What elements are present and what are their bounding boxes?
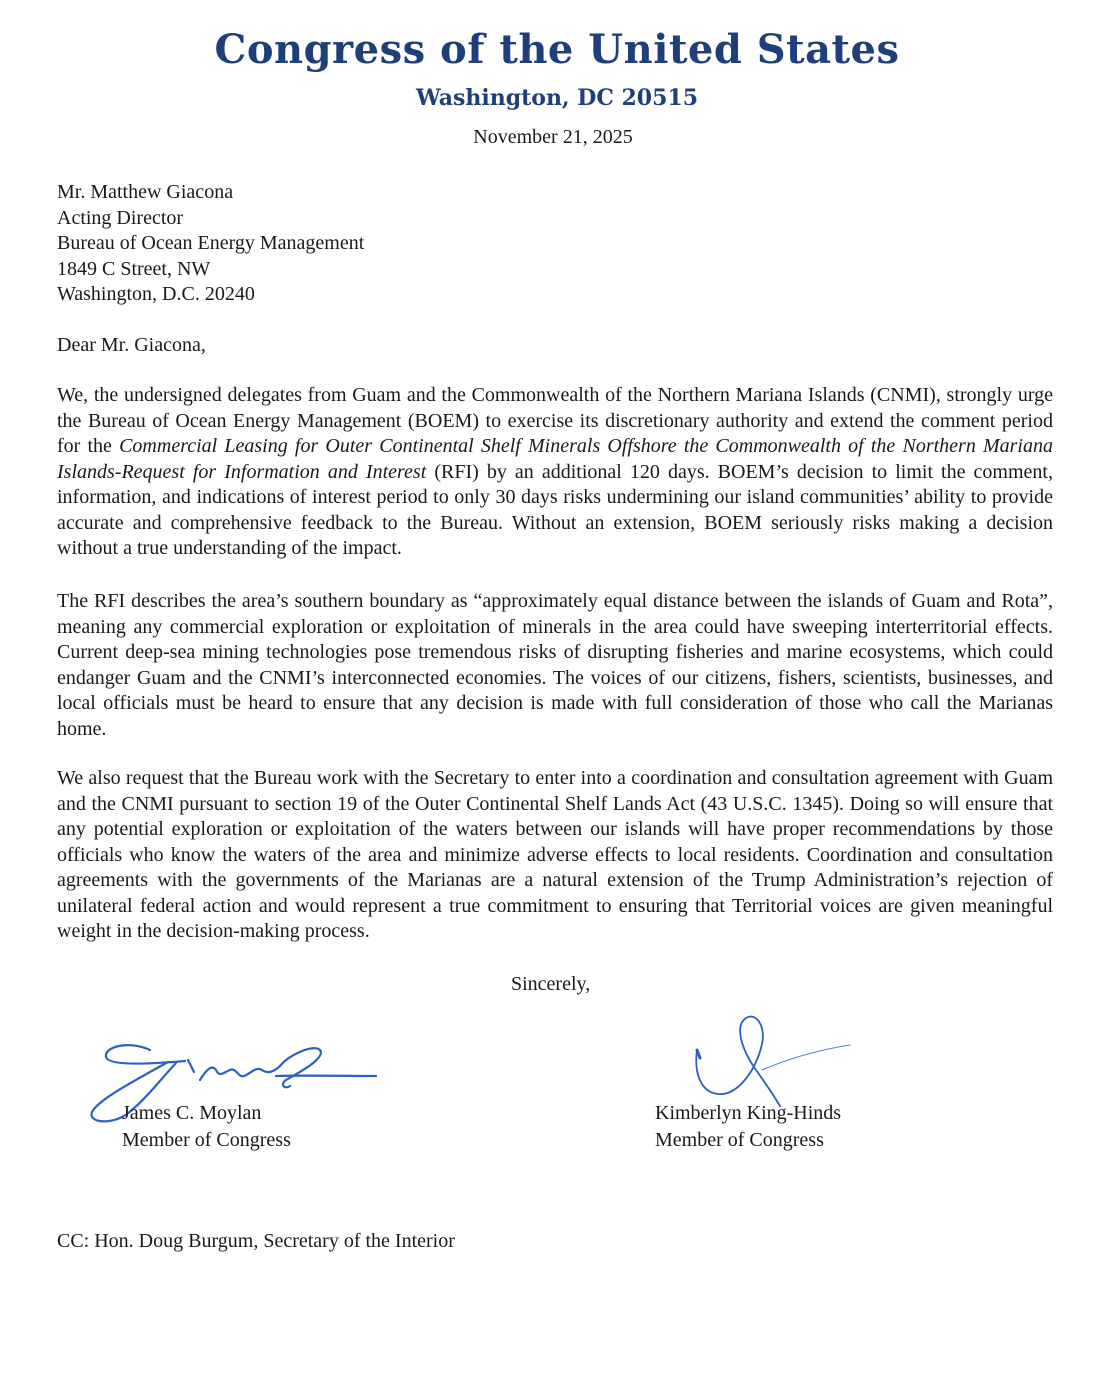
recipient-city: Washington, D.C. 20240	[57, 283, 255, 305]
paragraph-1-text-b: (RFI) by an additional 120 days. BOEM’s decision to limit the comment, information, and indications of interest period to only 30 days risks undermining our island communities’ ability to provide accurate and comprehensive feedback to the Bureau. Without an extension, BOEM seriously risks making a decision without a true understanding of the impact.	[57, 460, 1053, 559]
signer-name: James C. Moylan	[122, 1102, 262, 1124]
paragraph-1-text-a: We, the undersigned delegates from Guam and the Commonwealth of the Northern Mariana Islands (CNMI), strongly urge the Bureau of Ocean Energy Management (BOEM) to exercise its discretionary authority and extend the comment period for the	[57, 384, 1053, 457]
cc-line: CC: Hon. Doug Burgum, Secretary of the Interior	[57, 1230, 455, 1252]
recipient-title: Acting Director	[57, 206, 184, 229]
recipient-name: Mr. Matthew Giacona	[57, 181, 234, 203]
salutation: Dear Mr. Giacona,	[57, 334, 206, 356]
letterhead	[0, 22, 1114, 114]
paragraph-2: The RFI describes the area’s southern boundary as “approximately equal distance between the islands of Guam and Rota”, meaning any commercial exploration or exploitation of minerals in the area could have sweeping interterritorial effects. Current deep-sea mining technologies pose tremendous risks of disrupting fisheries and marine ecosystems, which could endanger Guam and the CNMI’s interconnected economies. The voices of our citizens, fishers, scientists, businesses, and local officials must be heard to ensure that any decision is made with full consideration of those who call the Marianas home.	[57, 590, 1053, 740]
signer-title: Member of Congress	[655, 1129, 824, 1151]
signer-name: Kimberlyn King-Hinds	[655, 1102, 842, 1124]
rfi-document-title: Commercial Leasing for Outer Continental Shelf Minerals Offshore the Commonwealth of the Northern Mariana Islands-Request for Information and Interest	[57, 435, 1053, 483]
closing: Sincerely,	[511, 973, 591, 995]
signer-king-hinds	[655, 1100, 841, 1154]
letterhead-city: Washington, DC 20515	[415, 85, 699, 111]
letter-date: November 21, 2025	[473, 126, 633, 148]
recipient-organization: Bureau of Ocean Energy Management	[57, 232, 365, 254]
paragraph-3: We also request that the Bureau work with the Secretary to enter into a coordination and consultation agreement with Guam and the CNMI pursuant to section 19 of the Outer Continental Shelf Lands Act (43 U.S.C. 1345). Doing so will ensure that any potential exploration or exploitation of the waters between our islands will have proper recommendations by those officials who know the waters of the area and minimize adverse effects to local residents. Coordination and consultation agreements with the governments of the Marianas are a natural extension of the Trump Administration’s rejection of unilateral federal action and would represent a true commitment to ensuring that Territorial voices are given meaningful weight in the decision-making process.	[57, 767, 1053, 942]
signature-king-hinds	[696, 1017, 850, 1106]
paragraph-1	[57, 383, 1053, 562]
signer-moylan	[122, 1100, 291, 1154]
recipient-address	[57, 180, 364, 308]
letterhead-title: Congress of the United States	[214, 26, 900, 73]
signer-title: Member of Congress	[122, 1129, 291, 1151]
recipient-street: 1849 C Street, NW	[57, 257, 211, 280]
